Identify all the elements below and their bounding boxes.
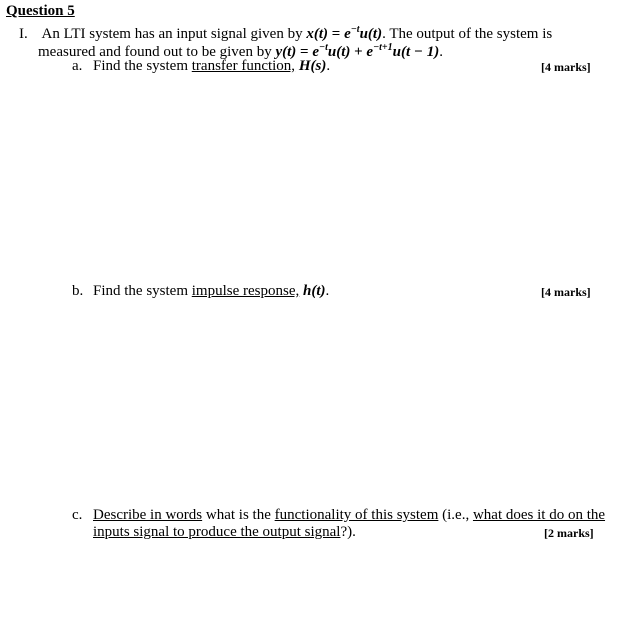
part-c-line-2 <box>93 523 356 541</box>
part-a-text-post: . <box>326 58 331 74</box>
part-c-label: c. <box>72 507 83 523</box>
x-expr-lhs: x(t) <box>306 26 329 42</box>
y-expr-sup2: −t+1 <box>373 42 393 53</box>
part-b-label: b. <box>72 283 84 299</box>
y-expr-plus: + <box>350 44 367 60</box>
part-a-link: transfer function, <box>191 58 296 74</box>
y-expr-e1: e <box>312 44 320 60</box>
part-a-text-pre: Find the system <box>93 58 192 74</box>
x-expr-eq: = <box>328 26 345 42</box>
part-b-marks: [4 marks] <box>541 285 591 299</box>
part-c-u4: inputs signal to produce the output signal <box>93 524 341 540</box>
part-b <box>72 282 329 300</box>
part-c-u2: functionality of this system <box>274 507 439 523</box>
x-expr-e: e <box>344 26 351 42</box>
part-a-label: a. <box>72 58 83 74</box>
part-c-t3: ?). <box>340 524 356 540</box>
part-b-link: impulse response, <box>191 283 300 299</box>
x-expr-sup: −t <box>350 24 360 35</box>
part-c-u3: what does it do on the <box>472 507 606 523</box>
y-expr-u1: u(t) <box>327 44 351 60</box>
part-c-u1: Describe in words <box>93 507 203 523</box>
intro-text-3: measured and found out to be given by <box>38 44 276 60</box>
intro-text-1: An LTI system has an input signal given by <box>41 26 307 42</box>
question-title: Question 5 <box>6 3 75 19</box>
part-b-symbol: h(t) <box>303 283 326 299</box>
part-a <box>72 57 330 75</box>
part-c-marks: [2 marks] <box>544 526 594 540</box>
question-number: I. <box>19 26 28 42</box>
intro-text-2: . The output of the system is <box>382 26 553 42</box>
x-expr-u: u(t) <box>359 26 383 42</box>
y-expr-u2: u(t − 1) <box>392 44 440 60</box>
part-c-line-1 <box>72 506 605 524</box>
y-expr-lhs: y(t) <box>275 44 297 60</box>
y-expr-eq: = <box>296 44 313 60</box>
part-a-marks: [4 marks] <box>541 60 591 74</box>
y-expr-period: . <box>439 44 443 60</box>
part-c-t2: (i.e., <box>438 507 473 523</box>
part-b-text-pre: Find the system <box>93 283 192 299</box>
part-b-text-post: . <box>325 283 330 299</box>
part-a-symbol: H(s) <box>298 58 327 74</box>
y-expr-e2: e <box>366 44 374 60</box>
part-c-t1: what is the <box>202 507 275 523</box>
y-expr-sup1: −t <box>319 42 328 53</box>
